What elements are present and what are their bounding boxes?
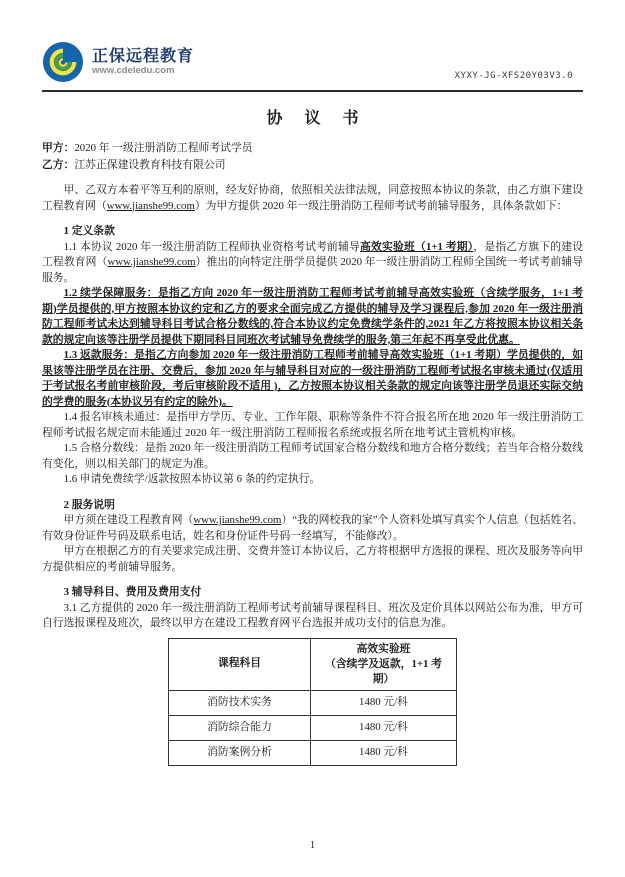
intro-text-2: ）为甲方提供 2020 年一级注册消防工程师考试考前辅导服务，具体条款如下： <box>194 199 568 212</box>
clause-3-1: 3.1 乙方提供的 2020 年一级注册消防工程师考试考前辅导课程科目、班次及定价具体以网站公布为准，甲方可自行选报课程及班次，最终以甲方在建设工程教育网平台选报并成功支付的信息为准。 <box>42 601 583 629</box>
brand-block <box>42 41 194 83</box>
price-cell: 1480 元/科 <box>311 740 457 765</box>
jianshe99-link[interactable]: www.jianshe99.com <box>193 514 282 526</box>
page-header <box>42 40 583 92</box>
clause-1-1-highlight: 高效实验班（1+1 考期） <box>360 240 474 253</box>
fee-table-header-row <box>169 638 457 690</box>
section-3-heading: 3 辅导科目、费用及费用支付 <box>63 586 202 598</box>
clause-2-2: 甲方在根据乙方的有关要求完成注册、交费并签订本协议后，乙方将根据甲方选报的课程、班次及服务等向甲方提供相应的考前辅导服务。 <box>42 545 583 573</box>
clause-2-1-text-1: 甲方须在建设工程教育网（ <box>63 514 194 526</box>
clause-1-3: 1.3 返款服务：是指乙方向参加 2020 年一级注册消防工程师考前辅导高效实验班（1+1 考期）学员提供的，如果该等注册学员在注册、交费后，参加 2020 年与辅导科目对应的一级注册消防工程师考试报名审核未通过(仅适用于考试报名考前审核阶段，考后审核阶段不适用 )，乙方按照本协议相关条款的规定向该等注册学员退还实际交纳的学费的服务(本协议另有约定的除外)。 <box>42 349 583 408</box>
clause-2-1-text-2: ）“我的网校我的家”个人资料处填写真实个人信息（包括姓名、有效身份证件号码及联系电话，姓名和身份证件号码一经填写，不能修改）。 <box>42 514 583 542</box>
party-b-value: 江苏正保建设教育科技有限公司 <box>74 158 226 171</box>
brand-text <box>92 48 194 76</box>
price-cell: 1480 元/科 <box>311 715 457 740</box>
cdel-logo-icon <box>42 41 84 83</box>
page-number: 1 <box>310 840 315 851</box>
document-title: 协 议 书 <box>266 110 368 127</box>
fee-table-row <box>169 740 457 765</box>
jianshe99-link[interactable]: www.jianshe99.com <box>107 256 196 268</box>
document-body <box>42 140 583 766</box>
brand-name: 正保远程教育 <box>92 47 195 65</box>
intro-text-1: 甲、乙双方本着平等互利的原则，经友好协商，依照相关法律法规，同意按照本协议的条款，由乙方旗下建设工程教育网（ <box>42 184 583 212</box>
clause-1-1-text-3: ）推出的向特定注册学员提供 2020 年一级注册消防工程师全国统一考试考前辅导服务。 <box>42 256 583 284</box>
clause-1-2: 1.2 续学保障服务：是指乙方向 2020 年一级注册消防工程师考试考前辅导高效实验班（含续学服务，1+1 考期)学员提供的,甲方按照本协议约定和乙方的要求全面完成乙方提供的辅导及学习课程后,参加 2020 年一级注册消防工程师考试未达到辅导科目考试合格分数线的,符合本协议约定免费续学条件的,2021 年乙方将按照本协议相关条款的规定向该等注册学员提供下期同科目同班次考试辅导免费续学的服务,第三年起不再享受此优惠。 <box>42 287 583 346</box>
fee-table <box>168 638 457 766</box>
party-a-value: 2020 年 一级注册消防工程师考试学员 <box>74 142 253 154</box>
fee-table-col1-header: 课程科目 <box>169 638 311 690</box>
clause-1-6: 1.6 申请免费续学/返款按照本协议第 6 条的约定执行。 <box>63 473 321 485</box>
subject-cell: 消防综合能力 <box>169 715 311 740</box>
subject-cell: 消防案例分析 <box>169 740 311 765</box>
section-1-heading: 1 定义条款 <box>63 225 115 237</box>
intro-paragraph <box>42 183 583 214</box>
party-a-line <box>42 140 583 157</box>
fee-table-col2-header <box>311 638 457 690</box>
subject-cell: 消防技术实务 <box>169 690 311 715</box>
jianshe99-link[interactable]: www.jianshe99.com <box>106 199 195 212</box>
fee-table-col2-header-line1: 高效实验班 <box>356 642 411 655</box>
brand-website: www.cdeledu.com <box>92 64 175 76</box>
party-b-label: 乙方： <box>42 158 75 171</box>
party-b-line <box>42 157 583 174</box>
clause-1-1-text-2: ，是指乙方旗下的建设工程教育网（ <box>42 240 584 268</box>
fee-table-row <box>169 690 457 715</box>
document-code: XYXY-JG-XFS20Y03V3.0 <box>454 71 573 81</box>
price-cell: 1480 元/科 <box>311 690 457 715</box>
clause-1-1-text-1: 1.1 本协议 2020 年一级注册消防工程师执业资格考试考前辅导 <box>63 240 361 253</box>
fee-table-col2-header-line2: （含续学及返款，1+1 考期） <box>325 657 442 685</box>
section-2-heading: 2 服务说明 <box>63 498 115 511</box>
clause-1-5: 1.5 合格分数线：是指 2020 年一级注册消防工程师考试国家合格分数线和地方合格分数线；若当年合格分数线有变化，则以相关部门的规定为准。 <box>42 442 583 470</box>
clause-1-4: 1.4 报名审核未通过：是指甲方学历、专业、工作年限、职称等条件不符合报名所在地 2020 年一级注册消防工程师考试报名规定而未能通过 2020 年一级注册消防工程师报名系统或报名所在地考试主管机构审核。 <box>42 411 583 439</box>
party-a-label: 甲方： <box>42 142 75 154</box>
clause-2-1 <box>42 513 583 544</box>
clause-1-1 <box>42 240 583 287</box>
fee-table-row <box>169 715 457 740</box>
